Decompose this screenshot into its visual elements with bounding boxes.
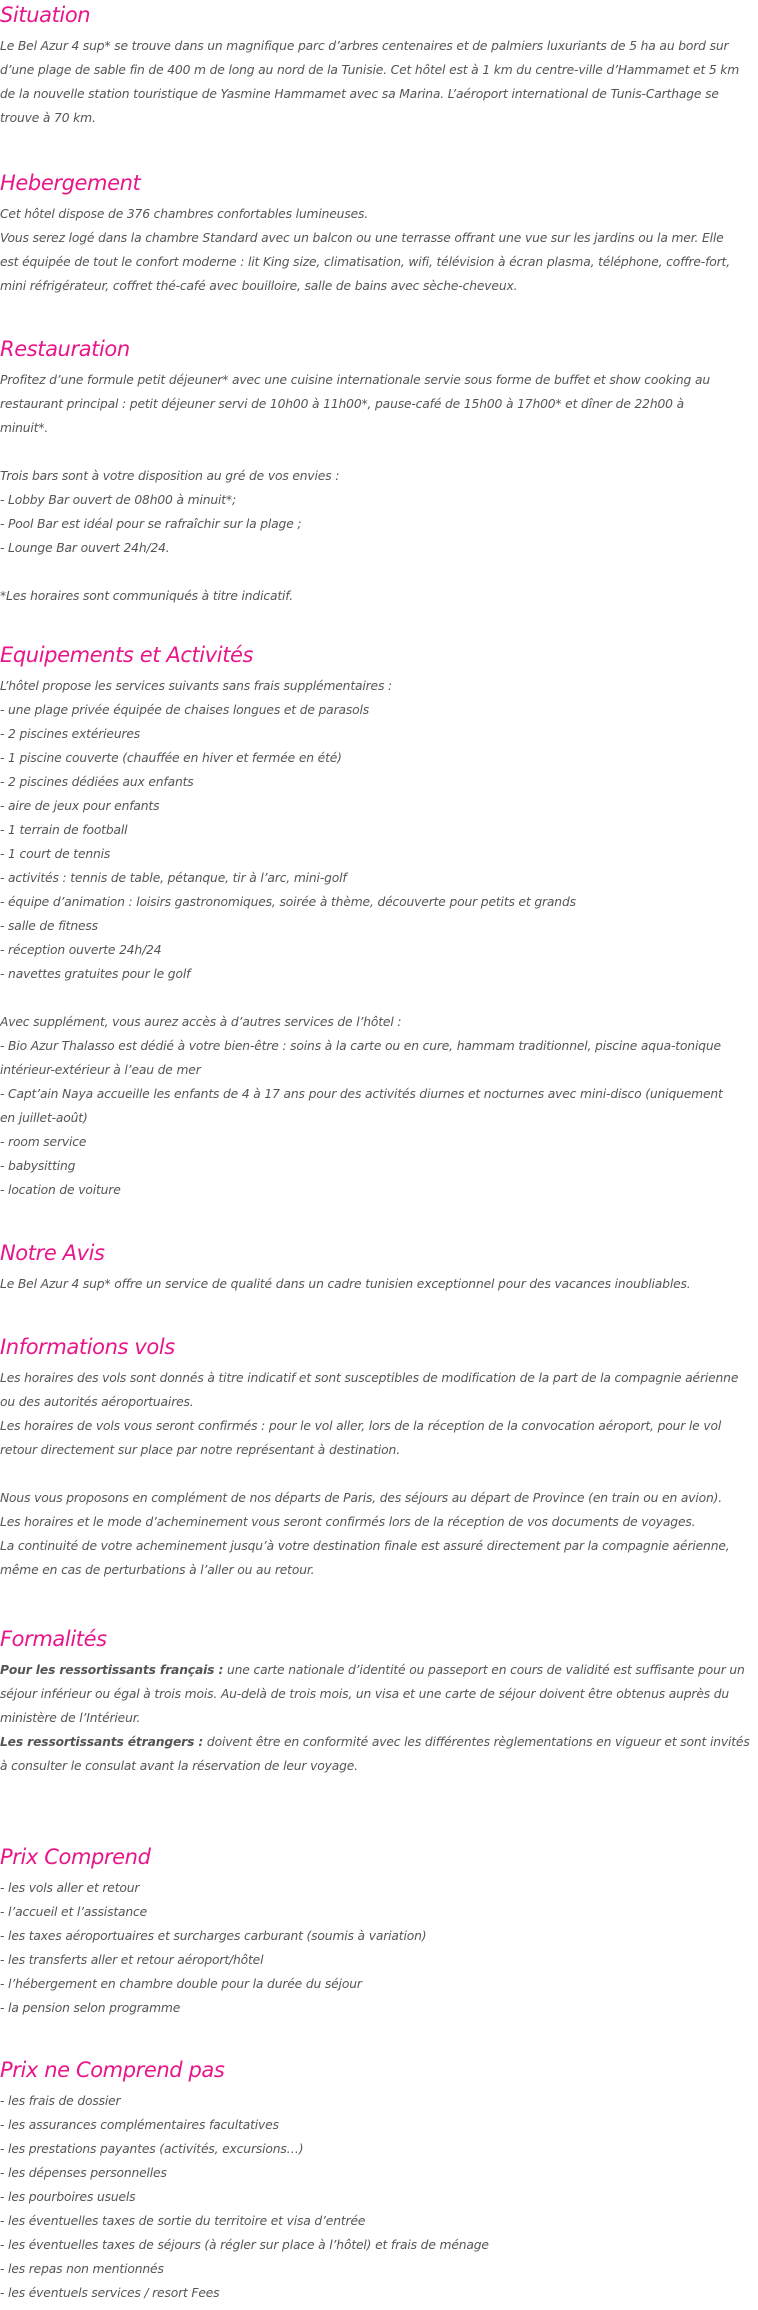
section-hebergement [0,168,758,293]
text-line: La continuité de votre acheminement jusqu’à votre destination finale est assuré directement par la compagnie aérienne, [0,1539,730,1553]
list-item: - Pool Bar est idéal pour se rafraîchir sur la plage ; [0,517,302,531]
list-item: - navettes gratuites pour le golf [0,967,191,981]
list-item: - Bio Azur Thalasso est dédié à votre bien-être : soins à la carte ou en cure, hammam traditionnel, piscine aqua-tonique [0,1039,721,1053]
section-body [0,2089,758,2305]
text-line: *Les horaires sont communiqués à titre indicatif. [0,589,293,603]
blank-line [0,986,758,1010]
list-item: - room service [0,1135,87,1149]
section-body [0,34,758,130]
text-line: Le Bel Azur 4 sup* offre un service de qualité dans un cadre tunisien exceptionnel pour des vacances inoubliables. [0,1277,691,1291]
section-title: Prix Comprend [0,1845,151,1869]
line-text: doivent être en conformité avec les différentes règlementations en vigueur et sont invités [203,1735,750,1749]
list-item: - location de voiture [0,1183,121,1197]
section-body [0,1272,758,1296]
list-item: - les repas non mentionnés [0,2262,164,2276]
section-notre-avis [0,1238,758,1291]
text-line: est équipée de tout le confort moderne : lit King size, climatisation, wifi, télévision à écran plasma, téléphone, coffre-fort, [0,255,730,269]
section-formalites [0,1624,758,1773]
list-item: - 2 piscines extérieures [0,727,141,741]
text-line: trouve à 70 km. [0,111,96,125]
list-item: - 1 piscine couverte (chauffée en hiver et fermée en été) [0,751,342,765]
section-informations-vols [0,1332,758,1577]
section-body [0,202,758,298]
list-item: - les vols aller et retour [0,1881,140,1895]
text-line: d’une plage de sable fin de 400 m de long au nord de la Tunisie. Cet hôtel est à 1 km du centre-ville d’Hammamet et 5 km [0,63,740,77]
text-line: Nous vous proposons en complément de nos départs de Paris, des séjours au départ de Province (en train ou en avion). [0,1491,723,1505]
list-item: - les dépenses personnelles [0,2166,167,2180]
section-body [0,1658,758,1778]
section-title: Notre Avis [0,1241,105,1265]
list-item: - 2 piscines dédiées aux enfants [0,775,194,789]
text-line: Vous serez logé dans la chambre Standard avec un balcon ou une terrasse offrant une vue sur les jardins ou la mer. Elle [0,231,724,245]
text-line: mini réfrigérateur, coffret thé-café avec bouilloire, salle de bains avec sèche-cheveux. [0,279,518,293]
list-item: - les éventuelles taxes de séjours (à régler sur place à l’hôtel) et frais de ménage [0,2238,489,2252]
text-line: Avec supplément, vous aurez accès à d’autres services de l’hôtel : [0,1015,402,1029]
list-item: - 1 court de tennis [0,847,111,861]
text-line: retour directement sur place par notre représentant à destination. [0,1443,400,1457]
list-item: - les assurances complémentaires facultatives [0,2118,279,2132]
list-item: - 1 terrain de football [0,823,128,837]
text-line: Cet hôtel dispose de 376 chambres confortables lumineuses. [0,207,369,221]
section-restauration [0,334,758,603]
text-line: même en cas de perturbations à l’aller ou au retour. [0,1563,315,1577]
text-line: en juillet-août) [0,1111,88,1125]
text-line: Les horaires de vols vous seront confirmés : pour le vol aller, lors de la réception de la convocation aéroport, pour le vol [0,1419,722,1433]
list-item: - Capt’ain Naya accueille les enfants de 4 à 17 ans pour des activités diurnes et nocturnes avec mini-disco (uniquement [0,1087,723,1101]
list-item: - les frais de dossier [0,2094,121,2108]
section-body [0,368,758,608]
text-line: séjour inférieur ou égal à trois mois. Au-delà de trois mois, un visa et une carte de séjour doivent être obtenus auprès du [0,1687,730,1701]
list-item: - l’hébergement en chambre double pour la durée du séjour [0,1977,362,1991]
list-item: - les taxes aéroportuaires et surcharges carburant (soumis à variation) [0,1929,427,1943]
list-item: - les pourboires usuels [0,2190,136,2204]
section-prix-comprend [0,1842,758,2015]
list-item: - salle de fitness [0,919,98,933]
section-title: Restauration [0,337,130,361]
list-item: - équipe d’animation : loisirs gastronomiques, soirée à thème, découverte pour petits et grands [0,895,576,909]
section-body [0,674,758,1202]
list-item: - l’accueil et l’assistance [0,1905,148,1919]
section-title: Situation [0,3,91,27]
text-line: ou des autorités aéroportuaires. [0,1395,194,1409]
text-line: L’hôtel propose les services suivants sans frais supplémentaires : [0,679,392,693]
list-item: - Lobby Bar ouvert de 08h00 à minuit*; [0,493,236,507]
list-item: - les éventuelles taxes de sortie du territoire et visa d’entrée [0,2214,366,2228]
list-item: - les éventuels services / resort Fees [0,2286,220,2300]
section-body [0,1366,758,1582]
list-item: - la pension selon programme [0,2001,181,2015]
list-item: - les prestations payantes (activités, excursions…) [0,2142,304,2156]
list-item: - aire de jeux pour enfants [0,799,160,813]
text-line: Les horaires et le mode d’acheminement vous seront confirmés lors de la réception de vos documents de voyages. [0,1515,696,1529]
section-equipements-et-activites [0,640,758,1197]
text-line: Trois bars sont à votre disposition au gré de vos envies : [0,469,340,483]
text-line: minuit*. [0,421,49,435]
section-situation [0,0,758,125]
section-title: Equipements et Activités [0,643,254,667]
list-item: - une plage privée équipée de chaises longues et de parasols [0,703,370,717]
blank-line [0,1462,758,1486]
section-title: Formalités [0,1627,107,1651]
section-body [0,1876,758,2020]
blank-line [0,560,758,584]
text-line: intérieur-extérieur à l’eau de mer [0,1063,201,1077]
blank-line [0,440,758,464]
section-prix-ne-comprend-pas [0,2055,758,2300]
bold-label: Pour les ressortissants français : [0,1663,224,1677]
line-text: une carte nationale d’identité ou passeport en cours de validité est suffisante pour un [223,1663,745,1677]
text-line [0,1730,758,1754]
text-line: Profitez d’une formule petit déjeuner* avec une cuisine internationale servie sous forme de buffet et show cooking au [0,373,710,387]
text-line: de la nouvelle station touristique de Yasmine Hammamet avec sa Marina. L’aéroport international de Tunis-Carthage se [0,87,719,101]
section-title: Hebergement [0,171,141,195]
list-item: - Lounge Bar ouvert 24h/24. [0,541,170,555]
text-line: ministère de l’Intérieur. [0,1711,141,1725]
text-line: restaurant principal : petit déjeuner servi de 10h00 à 11h00*, pause-café de 15h00 à 17h00* et dîner de 22h00 à [0,397,684,411]
section-title: Informations vols [0,1335,175,1359]
list-item: - réception ouverte 24h/24 [0,943,162,957]
text-line: à consulter le consulat avant la réservation de leur voyage. [0,1759,358,1773]
list-item: - babysitting [0,1159,76,1173]
list-item: - activités : tennis de table, pétanque, tir à l’arc, mini-golf [0,871,347,885]
text-line: Les horaires des vols sont donnés à titre indicatif et sont susceptibles de modification de la part de la compagnie aérienne [0,1371,739,1385]
section-title: Prix ne Comprend pas [0,2058,225,2082]
text-line: Le Bel Azur 4 sup* se trouve dans un magnifique parc d’arbres centenaires et de palmiers luxuriants de 5 ha au bord sur [0,39,729,53]
text-line [0,1658,758,1682]
bold-label: Les ressortissants étrangers : [0,1735,204,1749]
list-item: - les transferts aller et retour aéroport/hôtel [0,1953,264,1967]
